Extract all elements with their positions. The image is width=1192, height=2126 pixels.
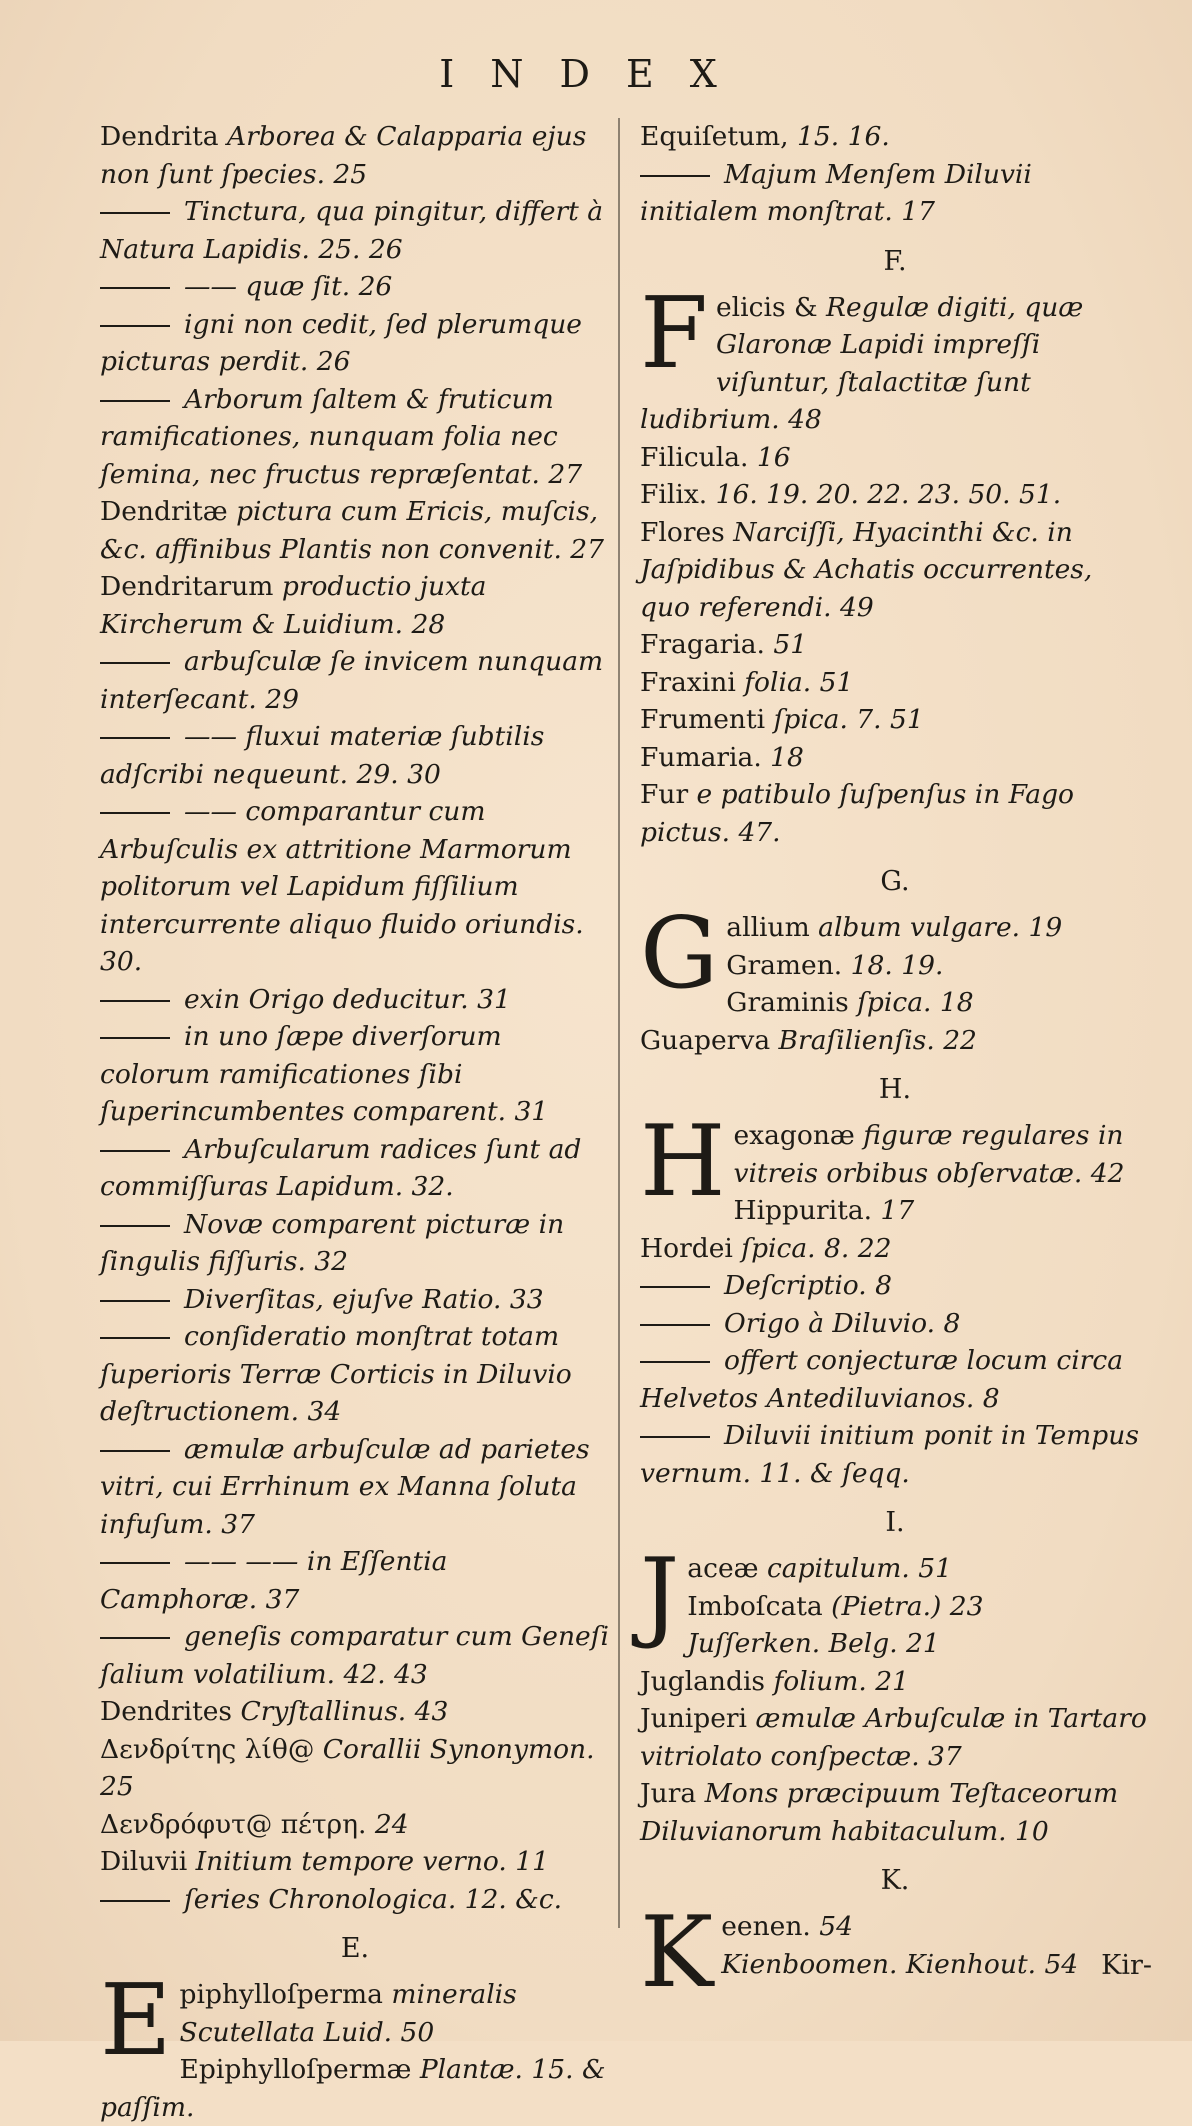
entry-text: in uno ſæpe diverſorum colorum ramificationes ſibi ſuperincumbentes comparent. 31 [100,1021,549,1127]
index-entry [640,156,1150,231]
index-entry [100,1618,610,1693]
index-entry [640,1946,1150,1984]
entry-text: Initium tempore verno. 11 [195,1846,549,1877]
entry-text: æmulæ arbuſculæ ad parietes vitri, cui Errhinum ex Manna ſoluta infuſum. 37 [100,1433,590,1540]
index-entry [100,1843,610,1881]
index-entry [640,1588,1150,1626]
entry-text: æmulæ Arbuſculæ in Tartaro vitriolato conſpectæ. 37 [640,1703,1147,1772]
index-entry [100,1693,610,1731]
entry-lemma: Dendrites [100,1696,241,1727]
entry-text: 51 [773,629,808,660]
entry-lemma: exagonæ [733,1120,864,1151]
entry-text: 18. 19. [850,949,944,981]
index-entry [640,1417,1150,1492]
drop-cap: E [100,1964,172,2078]
index-entry [640,276,1150,439]
entry-text: —— fluxui materiæ ſubtilis adſcribi nequeunt. 29. 30 [100,721,545,790]
entry-text: Deſcriptio. 8 [724,1270,893,1301]
index-entry [100,1731,610,1806]
entry-lemma: Dendritarum [100,571,282,602]
entry-text: 18 [770,741,804,773]
entry-lemma: Δενδρόφυτ@ πέτρη. [100,1808,375,1840]
index-entry [100,268,610,306]
index-entry [640,1267,1150,1305]
entry-lemma: Fur [640,779,697,810]
index-entry [640,1663,1150,1701]
column-rule [618,118,620,1928]
index-entry [640,701,1150,739]
entry-text: folium. 21 [773,1665,909,1697]
entry-text: ſpica. 8. 22 [741,1232,892,1264]
letter-heading: F. [883,245,907,277]
index-column-right [640,118,1150,2010]
entry-lemma: Hordei [640,1232,742,1264]
index-entry [100,118,610,193]
entry-lemma: Epiphylloſpermæ [179,2054,420,2085]
index-entry [100,1318,610,1431]
index-entry [100,568,610,643]
entry-text: Origo à Diluvio. 8 [724,1307,961,1339]
index-entry [640,514,1150,627]
index-entry [100,1431,610,1544]
drop-cap: H [640,1105,726,1219]
entry-lemma: Equiſetum, [640,121,798,152]
index-entry [100,643,610,718]
entry-text: e patibulo ſuſpenſus in Fago pictus. 47. [640,779,1074,848]
entry-text: album vulgare. 19 [818,912,1063,943]
entry-lemma: Juglandis [640,1665,774,1697]
entry-lemma: Filicula. [640,441,757,473]
index-entry [100,306,610,381]
entry-text: —— quæ ſit. 26 [184,271,393,302]
entry-text: ſeries Chronologica. 12. &c. [184,1883,563,1915]
entry-text: arbuſculæ ſe invicem nunquam interſecant. 29 [100,646,604,715]
entry-text: Novæ comparent picturæ in ſingulis fiſſuris. 32 [100,1208,565,1277]
index-entry [640,739,1150,777]
index-entry [100,193,610,268]
index-entry [100,1881,610,1919]
letter-heading: H. [878,1074,912,1105]
entry-text: 15. 16. [797,121,890,152]
index-entry [100,2051,610,2126]
entry-text: ſpica. 7. 51 [773,704,924,735]
drop-cap: F [640,276,708,391]
index-entry [100,981,610,1019]
entry-text: productio juxta Kircherum & Luidium. 28 [100,571,487,640]
entry-lemma: Diluvii [100,1846,196,1877]
entry-lemma: Dendrita [100,121,227,152]
index-entry [640,1342,1150,1417]
entry-lemma: Guaperva [640,1024,779,1056]
entry-lemma: Fumaria. [640,741,771,773]
entry-lemma: Graminis [726,987,858,1018]
entry-text: ſpica. 18 [857,987,974,1018]
index-entry [640,1022,1150,1060]
index-entry [640,1775,1150,1850]
index-entry [100,718,610,793]
entry-lemma: Hippurita. [733,1195,881,1226]
entry-lemma: aceæ [687,1553,767,1584]
entry-lemma: Flores [640,516,734,548]
entry-text: offert conjecturæ locum circa Helvetos Antediluvianos. 8 [640,1345,1123,1414]
entry-text: Diluvii initium ponit in Tempus vernum. 11. & ſeqq. [640,1420,1139,1489]
entry-text: Narciſſi, Hyacinthi &c. in Jaſpidibus & Achatis occurrentes, quo referendi. 49 [640,516,1093,623]
entry-text: Plantæ. 15. & paſſim. [100,2054,606,2123]
entry-lemma: Juniperi [640,1703,756,1734]
index-entry [640,626,1150,664]
entry-text: Corallii Synonymon. 25 [100,1733,595,1802]
entry-lemma: Δενδρίτης λίθ@ [100,1733,323,1765]
entry-text: Cryſtallinus. 43 [240,1696,449,1727]
index-entry [100,1281,610,1319]
entry-lemma: Fraxini [640,666,745,698]
index-entry [100,1206,610,1281]
letter-heading: G. [880,866,910,897]
entry-text: 16 [756,441,791,473]
index-entry [640,1305,1150,1343]
index-entry [640,1700,1150,1775]
entry-text: —— comparantur cum Arbuſculis ex attritione Marmorum politorum vel Lapidum fiſſilium intercurrente aliquo fluido oriundis. 30. [100,796,584,977]
index-column-left [100,118,610,2126]
catchword: Kir- [1101,1950,1152,1981]
entry-lemma: Gramen. [726,949,851,981]
entry-text: Juſſerken. Belg. 21 [687,1628,940,1659]
entry-text: conſideratio monſtrat totam ſuperioris Terræ Corticis in Diluvio deſtructionem. 34 [100,1321,572,1427]
letter-heading: K. [880,1865,910,1896]
entry-text: Kienboomen. Kienhout. 54 [721,1948,1079,1980]
index-entry [640,476,1150,514]
entry-text: geneſis comparatur cum Geneſi ſalium volatilium. 42. 43 [100,1621,610,1690]
entry-text: Arborum ſaltem & fruticum ramificationes, nunquam folia nec ſemina, nec fructus repræſentat. 27 [100,383,583,490]
entry-text: 24 [374,1808,409,1840]
index-entry [100,1018,610,1131]
entry-text: folia. 51 [744,666,854,698]
entry-lemma: piphylloſperma [179,1979,392,2010]
entry-text: figuræ regulares in vitreis orbibus obſervatæ. 42 [733,1120,1125,1189]
entry-lemma: allium [726,912,819,943]
letter-heading: E. [340,1933,370,1964]
entry-lemma: Imboſcata [687,1590,832,1622]
index-entry [100,1806,610,1844]
entry-text: Mons præcipuum Teſtaceorum Diluvianorum habitaculum. 10 [640,1778,1119,1847]
entry-lemma: elicis & [716,291,826,323]
entry-text: 54 [819,1911,853,1942]
entry-text: mineralis Scutellata Luid. 50 [179,1979,517,2048]
entry-text: 16. 19. 20. 22. 23. 50. 51. [715,479,1062,510]
entry-lemma: Fragaria. [640,629,774,660]
index-entry [640,1230,1150,1268]
index-entry [100,793,610,981]
entry-text: —— —— in Eſſentia Camphoræ. 37 [100,1546,448,1615]
index-entry [640,118,1150,156]
entry-text: Arborea & Calapparia ejus non ſunt ſpecies. 25 [100,121,587,190]
entry-text: Arbuſcularum radices ſunt ad commiſſuras Lapidum. 32. [100,1133,582,1202]
index-entry [640,664,1150,702]
index-entry [100,493,610,568]
index-entry [640,776,1150,851]
entry-text: pictura cum Ericis, muſcis, &c. affinibus Plantis non convenit. 27 [100,496,605,565]
drop-cap: J [640,1538,680,1652]
entry-lemma: Filix. [640,479,716,510]
index-entry [640,439,1150,477]
index-entry [100,381,610,494]
letter-heading: I. [885,1507,905,1538]
entry-text: igni non cedit, ſed plerumque picturas perdit. 26 [100,308,582,377]
running-head: INDEX [439,52,753,96]
drop-cap: G [640,897,719,1011]
entry-text: Tinctura, qua pingitur, differt à Natura Lapidis. 25. 26 [100,196,604,265]
entry-text: 17 [880,1195,915,1226]
entry-text: Regulæ digiti, quæ Glaronæ Lapidi impreſſi viſuntur, ſtalactitæ ſunt ludibrium. 48 [640,291,1084,435]
entry-lemma: eenen. [721,1911,820,1942]
entry-text: Diverſitas, ejuſve Ratio. 33 [184,1283,544,1315]
index-entry [100,1131,610,1206]
entry-text: exin Origo deducitur. 31 [184,983,511,1015]
entry-text: Braſilienſis. 22 [778,1024,977,1056]
entry-lemma: Frumenti [640,704,774,735]
entry-lemma: Jura [640,1778,705,1809]
index-entry [640,1625,1150,1663]
entry-text: capitulum. 51 [766,1553,952,1584]
entry-lemma: Dendritæ [100,496,237,527]
drop-cap: K [640,1896,714,2010]
entry-text: Majum Menſem Diluvii initialem monſtrat. 17 [640,158,1032,227]
index-entry [100,1543,610,1618]
entry-text: (Pietra.) 23 [831,1590,984,1622]
